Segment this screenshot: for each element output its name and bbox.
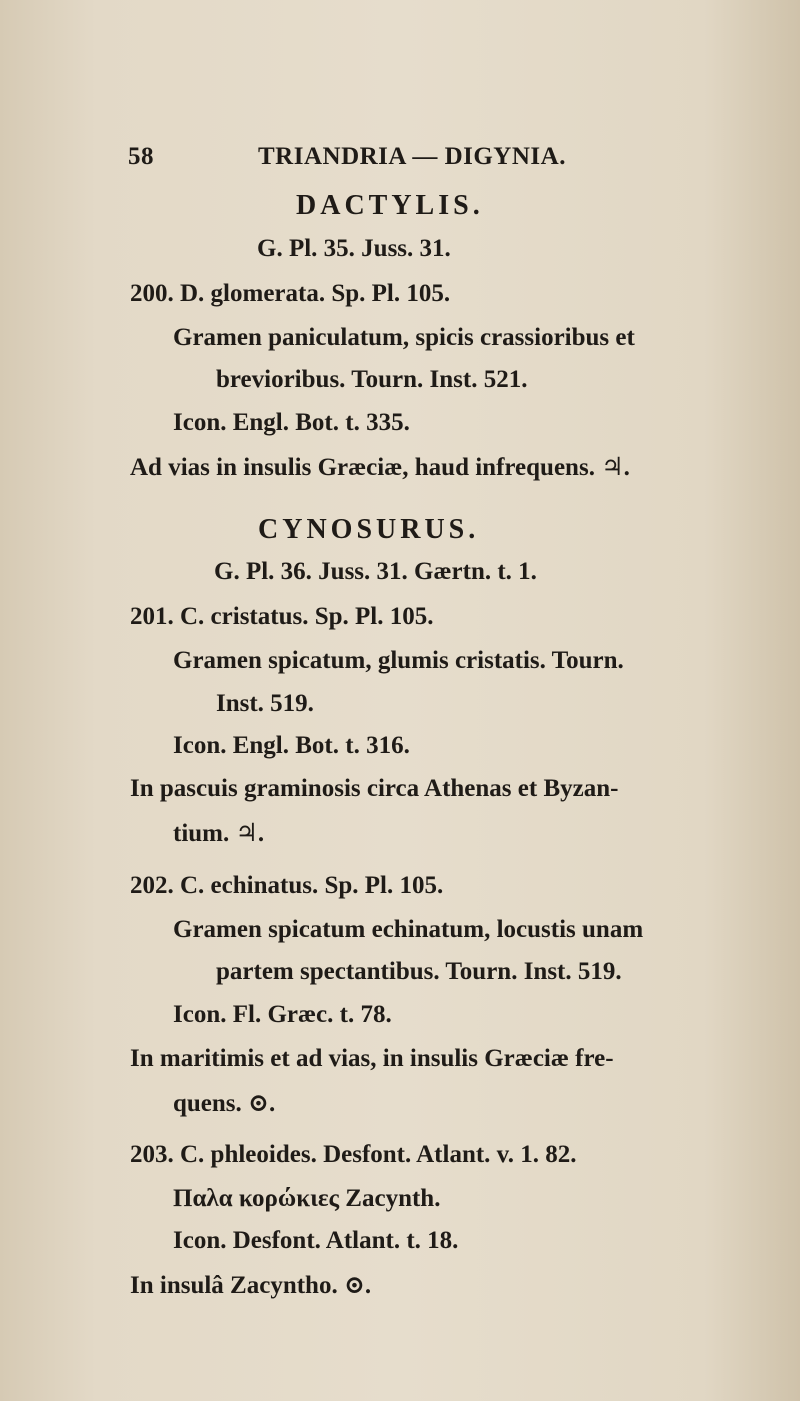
synonym-line: Gramen spicatum echinatum, locustis unam bbox=[173, 916, 644, 943]
habitat-line: In maritimis et ad vias, in insulis Græciæ fre- bbox=[130, 1045, 614, 1072]
genus-references: G. Pl. 35. Juss. 31. bbox=[257, 235, 451, 262]
synonym-line: Gramen spicatum, glumis cristatis. Tourn. bbox=[173, 647, 624, 674]
habitat-line: Ad vias in insulis Græciæ, haud infrequens. ♃. bbox=[130, 454, 630, 481]
vernacular-name: Παλα κορώκιες Zacynth. bbox=[173, 1185, 441, 1212]
genus-heading: DACTYLIS. bbox=[296, 190, 484, 221]
habitat-line: tium. ♃. bbox=[173, 820, 265, 847]
page-number: 58 bbox=[128, 143, 154, 170]
habitat-line: In insulâ Zacyntho. ⊙. bbox=[130, 1272, 372, 1299]
species-title: 203. C. phleoides. Desfont. Atlant. v. 1. 82. bbox=[130, 1141, 577, 1168]
habitat-line: quens. ⊙. bbox=[173, 1090, 276, 1117]
running-title: TRIANDRIA — DIGYNIA. bbox=[258, 143, 566, 170]
species-title: 200. D. glomerata. Sp. Pl. 105. bbox=[130, 280, 451, 307]
synonym-line: brevioribus. Tourn. Inst. 521. bbox=[216, 366, 528, 393]
icon-reference: Icon. Fl. Græc. t. 78. bbox=[173, 1001, 392, 1028]
icon-reference: Icon. Engl. Bot. t. 335. bbox=[173, 409, 410, 436]
species-title: 202. C. echinatus. Sp. Pl. 105. bbox=[130, 872, 444, 899]
synonym-line: partem spectantibus. Tourn. Inst. 519. bbox=[216, 958, 622, 985]
species-title: 201. C. cristatus. Sp. Pl. 105. bbox=[130, 603, 434, 630]
synonym-line: Inst. 519. bbox=[216, 690, 314, 717]
icon-reference: Icon. Desfont. Atlant. t. 18. bbox=[173, 1227, 459, 1254]
genus-heading: CYNOSURUS. bbox=[258, 514, 480, 545]
genus-references: G. Pl. 36. Juss. 31. Gærtn. t. 1. bbox=[214, 558, 537, 585]
icon-reference: Icon. Engl. Bot. t. 316. bbox=[173, 732, 410, 759]
synonym-line: Gramen paniculatum, spicis crassioribus et bbox=[173, 324, 635, 351]
habitat-line: In pascuis graminosis circa Athenas et Byzan- bbox=[130, 775, 619, 802]
